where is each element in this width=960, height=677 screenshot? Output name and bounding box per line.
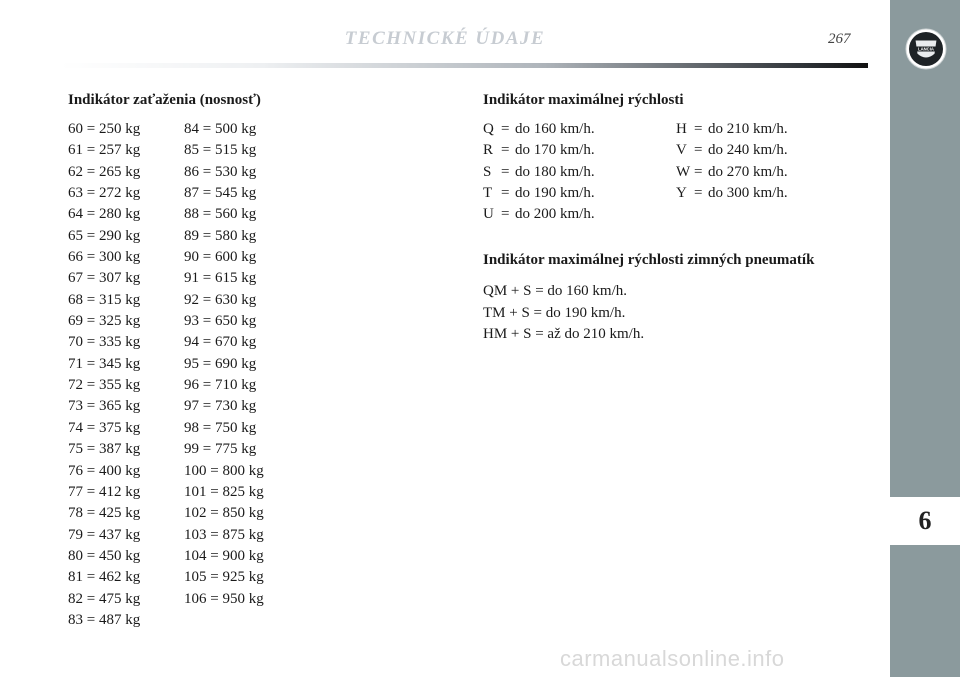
chapter-number: 6 <box>890 497 960 545</box>
winter-speed-entry: HM + S = až do 210 km/h. <box>483 326 645 342</box>
load-index-entry: 75 = 387 kg <box>68 441 141 458</box>
speed-code: R <box>483 142 494 159</box>
speed-value: do 210 km/h. <box>708 121 788 137</box>
load-index-entry: 78 = 425 kg <box>68 505 141 522</box>
speed-code: Y <box>676 185 687 202</box>
speed-value: do 270 km/h. <box>708 163 788 180</box>
speed-index-column-2 <box>676 119 856 204</box>
load-index-entry: 100 = 800 kg <box>184 462 264 479</box>
speed-index-entry <box>676 119 856 140</box>
load-index-entry: 96 = 710 kg <box>184 377 257 394</box>
speed-equals: = <box>501 185 510 202</box>
speed-value: do 300 km/h. <box>708 185 788 202</box>
winter-speed-entry: QM + S = do 160 km/h. <box>483 283 628 299</box>
load-index-entry: 83 = 487 kg <box>68 611 141 628</box>
load-index-entry: 86 = 530 kg <box>184 163 257 180</box>
load-index-entry: 94 = 670 kg <box>184 334 257 351</box>
speed-index-column-1 <box>483 119 663 226</box>
load-index-entry: 77 = 412 kg <box>68 483 141 500</box>
load-index-entry: 104 = 900 kg <box>184 547 264 564</box>
load-index-entry: 60 = 250 kg <box>68 121 141 137</box>
speed-value: do 180 km/h. <box>515 163 595 180</box>
load-index-entry: 61 = 257 kg <box>68 142 141 159</box>
winter-speed-index-heading: Indikátor maximálnej rýchlosti zimných pneumatík <box>483 252 815 268</box>
speed-code: H <box>676 121 687 137</box>
load-index-entry: 76 = 400 kg <box>68 462 141 479</box>
speed-value: do 200 km/h. <box>515 206 595 223</box>
speed-value: do 170 km/h. <box>515 142 595 159</box>
speed-equals: = <box>501 163 510 180</box>
load-index-entry: 65 = 290 kg <box>68 227 141 244</box>
speed-index-entry <box>483 204 663 225</box>
lancia-logo-text: LANCIA <box>918 46 934 52</box>
load-index-entry: 98 = 750 kg <box>184 419 257 436</box>
load-index-column-2 <box>184 119 264 610</box>
load-index-entry: 80 = 450 kg <box>68 547 141 564</box>
load-index-entry: 84 = 500 kg <box>184 121 257 137</box>
load-index-heading: Indikátor zaťaženia (nosnosť) <box>68 92 261 108</box>
speed-index-entry <box>676 140 856 161</box>
load-index-entry: 74 = 375 kg <box>68 419 141 436</box>
speed-equals: = <box>501 142 510 159</box>
load-index-entry: 85 = 515 kg <box>184 142 257 159</box>
speed-index-entry <box>676 162 856 183</box>
speed-equals: = <box>694 163 703 180</box>
speed-code: S <box>483 163 492 180</box>
chapter-sidebar <box>890 0 960 677</box>
load-index-entry: 95 = 690 kg <box>184 355 257 372</box>
load-index-entry: 103 = 875 kg <box>184 526 264 543</box>
load-index-entry: 63 = 272 kg <box>68 185 141 202</box>
load-index-entry: 92 = 630 kg <box>184 291 257 308</box>
speed-code: T <box>483 185 493 202</box>
load-index-entry: 106 = 950 kg <box>184 590 264 607</box>
load-index-entry: 101 = 825 kg <box>184 483 264 500</box>
load-index-entry: 62 = 265 kg <box>68 163 141 180</box>
speed-value: do 190 km/h. <box>515 185 595 202</box>
speed-index-entry <box>483 183 663 204</box>
load-index-entry: 73 = 365 kg <box>68 398 141 415</box>
speed-index-entry <box>676 183 856 204</box>
watermark: carmanualsonline.info <box>560 646 785 671</box>
speed-equals: = <box>694 121 703 137</box>
winter-speed-entry: TM + S = do 190 km/h. <box>483 304 626 321</box>
speed-index-entry <box>483 119 663 140</box>
speed-value: do 160 km/h. <box>515 121 595 137</box>
speed-code: Q <box>483 121 494 137</box>
load-index-entry: 87 = 545 kg <box>184 185 257 202</box>
load-index-entry: 88 = 560 kg <box>184 206 257 223</box>
winter-speed-index-list <box>483 281 644 346</box>
speed-equals: = <box>694 185 703 202</box>
load-index-entry: 102 = 850 kg <box>184 505 264 522</box>
load-index-entry: 90 = 600 kg <box>184 249 257 266</box>
load-index-entry: 64 = 280 kg <box>68 206 141 223</box>
speed-value: do 240 km/h. <box>708 142 788 159</box>
load-index-entry: 67 = 307 kg <box>68 270 141 287</box>
speed-equals: = <box>501 121 510 137</box>
load-index-entry: 71 = 345 kg <box>68 355 141 372</box>
load-index-entry: 97 = 730 kg <box>184 398 257 415</box>
load-index-entry: 66 = 300 kg <box>68 249 141 266</box>
speed-index-entry <box>483 140 663 161</box>
page-number: 267 <box>828 31 851 47</box>
speed-code: W <box>676 163 691 180</box>
speed-equals: = <box>501 206 510 223</box>
lancia-shield-icon <box>905 28 947 70</box>
load-index-column-1 <box>68 119 140 631</box>
page-header-title: TECHNICKÉ ÚDAJE <box>344 28 546 49</box>
load-index-entry: 93 = 650 kg <box>184 313 257 330</box>
load-index-entry: 91 = 615 kg <box>184 270 257 287</box>
speed-code: U <box>483 206 494 223</box>
load-index-entry: 105 = 925 kg <box>184 569 264 586</box>
load-index-entry: 70 = 335 kg <box>68 334 141 351</box>
speed-code: V <box>676 142 687 159</box>
load-index-entry: 79 = 437 kg <box>68 526 141 543</box>
load-index-entry: 72 = 355 kg <box>68 377 141 394</box>
load-index-entry: 89 = 580 kg <box>184 227 257 244</box>
load-index-entry: 81 = 462 kg <box>68 569 141 586</box>
load-index-entry: 99 = 775 kg <box>184 441 257 458</box>
speed-equals: = <box>694 142 703 159</box>
speed-index-entry <box>483 162 663 183</box>
load-index-entry: 82 = 475 kg <box>68 590 141 607</box>
header-rule <box>60 63 868 68</box>
load-index-entry: 68 = 315 kg <box>68 291 141 308</box>
load-index-entry: 69 = 325 kg <box>68 313 141 330</box>
speed-index-heading: Indikátor maximálnej rýchlosti <box>483 92 684 108</box>
